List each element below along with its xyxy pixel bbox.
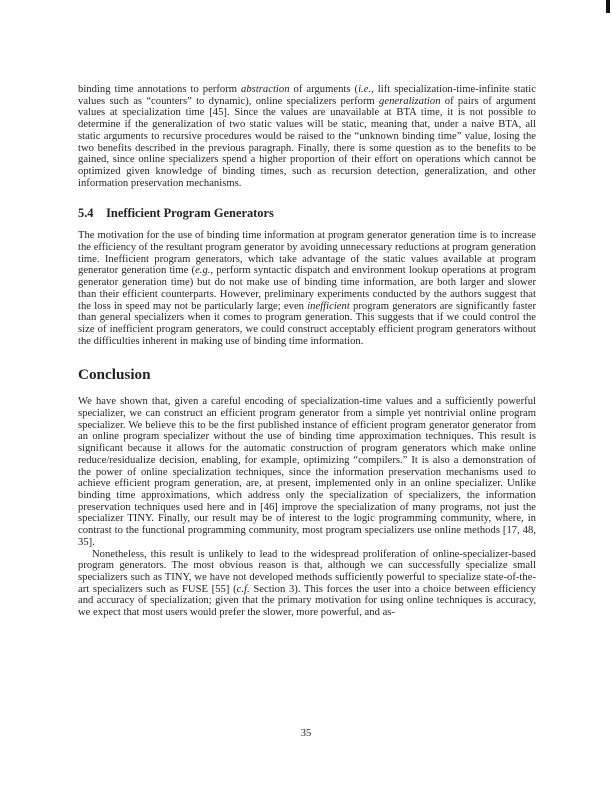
- conclusion-paragraph-2: Nonetheless, this result is unlikely to lead to the widespread proliferation of online-specializer-based program generators. The most obvious reason is that, although we can successfully specialize small specializers such as TINY, we have not developed methods sufficiently powerful to specialize state-of-the-art specializers such as FUSE [55] (c.f. Section 3). This forces the user into a choice between efficiency and accuracy of specialization; given that the primary motivation for using online techniques is accuracy, we expect that most users would prefer the slower, more powerful, and as-: [78, 548, 536, 619]
- emphasized-text: generalization: [379, 95, 441, 107]
- subsection-number: 5.4: [78, 206, 94, 221]
- section-heading-conclusion: Conclusion: [78, 366, 151, 384]
- conclusion-paragraph-1: We have shown that, given a careful encoding of specialization-time values and a sufficiently powerful specializer, we can construct an efficient program generator from a simple yet nontrivial online program specializer. We believe this to be the first published instance of efficient program generator generator from an online program specializer without the use of binding time approximation techniques. This result is significant because it allows for the automatic construction of program generators which make online reduce/residualize decision, enabling, for example, optimizing “compilers.” It is also a demonstration of the power of online specialization techniques, since the information preservation mechanisms used to achieve efficient program generation, are, at present, implemented only in an online specializer. Unlike binding time approximations, which address only the specialization of specializers, the information preservation techniques used here and in [46] improve the specialization of many programs, not just the specializer TINY. Finally, our result may be of interest to the logic programming community, where, in contrast to the functional programming community, most program specializers use online methods [17, 48, 35].: [78, 396, 536, 548]
- document-page: [78, 84, 536, 619]
- emphasized-text: i.e.: [358, 84, 372, 95]
- subsection-title: Inefficient Program Generators: [106, 206, 274, 221]
- emphasized-text: inefficient: [307, 300, 350, 312]
- page-number: 35: [300, 728, 312, 739]
- scan-artifact-mark: [606, 0, 610, 13]
- emphasized-text: c.f.: [236, 583, 250, 595]
- emphasized-text: e.g.: [195, 265, 211, 277]
- paragraph-continuation: binding time annotations to perform abstraction of arguments (i.e., lift specialization-time-infinite static values such as “counters” to dynamic), online specializers perform generalization of pairs of argument values at specialization time [45]. Since the values are unavailable at BTA time, it is not possible to determine if the generalization of two static values will be static, meaning that, under a naive BTA, all static arguments to recursive procedures would be raised to the “unknown binding time” value, losing the two benefits described in the previous paragraph. Finally, there is some question as to the benefits to be gained, since online specializers spend a higher proportion of their effort on operations which cannot be optimized given knowledge of binding times, such as recursion detection, generalization, and other information preservation mechanisms.: [78, 84, 536, 189]
- subsection-paragraph: The motivation for the use of binding time information at program generator generation time is to increase the efficiency of the resultant program generator by avoiding unnecessary reductions at program generation time. Inefficient program generators, which take advantage of the static values available at program generator generation time (e.g., perform syntactic dispatch and environment lookup operations at program generator generation time) but do not make use of binding time information, are both larger and slower than their efficient counterparts. However, preliminary experiments conducted by the authors suggest that the loss in speed may not be particularly large; even inefficient program generators are significantly faster than general specializers when it comes to program generation. This suggests that if we could control the size of inefficient program generators, we could construct acceptably efficient program generators without the difficulties inherent in making use of binding time information.: [78, 230, 537, 347]
- emphasized-text: abstraction: [241, 84, 290, 95]
- subsection-heading: [78, 206, 536, 221]
